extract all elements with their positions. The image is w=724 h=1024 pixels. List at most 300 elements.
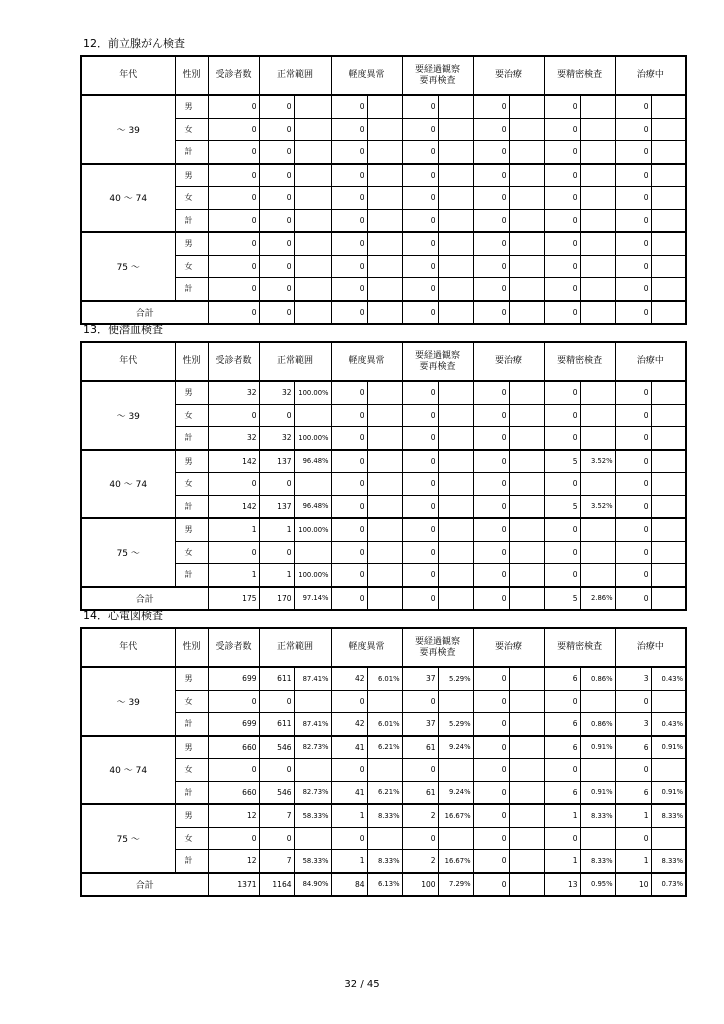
count-cell: 0 (208, 255, 259, 278)
percent-cell: 96.48% (294, 495, 331, 518)
count-cell: 13 (544, 873, 580, 897)
header-examinees: 受診者数 (208, 628, 259, 667)
header-examinees: 受診者数 (208, 342, 259, 381)
count-cell: 137 (259, 450, 294, 473)
count-cell: 699 (208, 667, 259, 690)
percent-cell: 6.13% (367, 873, 402, 897)
count-cell: 0 (402, 541, 438, 564)
count-cell: 6 (615, 781, 651, 804)
count-cell: 0 (473, 187, 509, 210)
percent-cell (367, 759, 402, 782)
count-cell: 0 (402, 450, 438, 473)
count-cell: 5 (544, 495, 580, 518)
count-cell: 0 (331, 541, 367, 564)
count-cell: 0 (331, 209, 367, 232)
count-cell: 0 (331, 232, 367, 255)
count-cell: 0 (473, 564, 509, 587)
total-label: 合計 (81, 587, 208, 611)
percent-cell: 0.86% (580, 713, 615, 736)
count-cell: 32 (259, 427, 294, 450)
percent-cell (438, 381, 473, 404)
count-cell: 1371 (208, 873, 259, 897)
header-age: 年代 (81, 56, 175, 95)
sex-label: 女 (175, 404, 208, 427)
percent-cell (509, 278, 544, 301)
percent-cell: 87.41% (294, 713, 331, 736)
count-cell: 0 (259, 255, 294, 278)
percent-cell (651, 587, 686, 611)
percent-cell: 9.24% (438, 736, 473, 759)
percent-cell (651, 301, 686, 325)
count-cell: 37 (402, 667, 438, 690)
count-cell: 0 (473, 381, 509, 404)
percent-cell (509, 95, 544, 118)
count-cell: 611 (259, 713, 294, 736)
sex-label: 計 (175, 713, 208, 736)
percent-cell (580, 278, 615, 301)
count-cell: 0 (544, 827, 580, 850)
percent-cell (438, 827, 473, 850)
count-cell: 0 (544, 95, 580, 118)
count-cell: 0 (208, 278, 259, 301)
section-title-12: 12．前立腺がん検査 (83, 37, 185, 50)
count-cell: 0 (615, 827, 651, 850)
count-cell: 0 (259, 141, 294, 164)
percent-cell: 100.00% (294, 564, 331, 587)
percent-cell (509, 873, 544, 897)
percent-cell (651, 209, 686, 232)
sex-label: 男 (175, 164, 208, 187)
percent-cell: 8.33% (367, 804, 402, 827)
percent-cell (438, 427, 473, 450)
count-cell: 0 (615, 587, 651, 611)
count-cell: 0 (208, 404, 259, 427)
percent-cell (294, 404, 331, 427)
percent-cell (580, 427, 615, 450)
count-cell: 0 (544, 278, 580, 301)
percent-cell (509, 473, 544, 496)
percent-cell (651, 255, 686, 278)
total-row (81, 301, 686, 325)
count-cell: 0 (615, 450, 651, 473)
header-followup (402, 56, 473, 95)
count-cell: 0 (473, 713, 509, 736)
percent-cell (438, 404, 473, 427)
percent-cell (367, 587, 402, 611)
count-cell: 12 (208, 850, 259, 873)
count-cell: 0 (402, 141, 438, 164)
count-cell: 0 (259, 95, 294, 118)
percent-cell (509, 232, 544, 255)
sex-label: 計 (175, 427, 208, 450)
percent-cell (367, 827, 402, 850)
count-cell: 0 (473, 518, 509, 541)
count-cell: 0 (473, 141, 509, 164)
count-cell: 0 (402, 404, 438, 427)
count-cell: 1 (544, 804, 580, 827)
count-cell: 142 (208, 450, 259, 473)
count-cell: 0 (331, 118, 367, 141)
percent-cell (294, 164, 331, 187)
percent-cell (294, 118, 331, 141)
percent-cell (294, 827, 331, 850)
percent-cell (509, 781, 544, 804)
count-cell: 0 (615, 381, 651, 404)
count-cell: 1 (544, 850, 580, 873)
sex-label: 女 (175, 118, 208, 141)
percent-cell (509, 690, 544, 713)
count-cell: 0 (259, 187, 294, 210)
table-row (81, 381, 686, 404)
count-cell: 0 (402, 827, 438, 850)
count-cell: 0 (615, 541, 651, 564)
percent-cell: 8.33% (651, 804, 686, 827)
count-cell: 0 (208, 209, 259, 232)
sex-label: 男 (175, 95, 208, 118)
percent-cell (294, 690, 331, 713)
percent-cell (509, 301, 544, 325)
percent-cell (509, 255, 544, 278)
count-cell: 0 (259, 301, 294, 325)
sex-label: 計 (175, 781, 208, 804)
percent-cell: 3.52% (580, 495, 615, 518)
percent-cell: 5.29% (438, 713, 473, 736)
count-cell: 0 (544, 564, 580, 587)
total-label: 合計 (81, 873, 208, 897)
header-sex: 性別 (175, 628, 208, 667)
percent-cell (438, 518, 473, 541)
percent-cell: 0.95% (580, 873, 615, 897)
count-cell: 0 (473, 690, 509, 713)
percent-cell: 58.33% (294, 804, 331, 827)
percent-cell (651, 495, 686, 518)
percent-cell: 100.00% (294, 381, 331, 404)
count-cell: 0 (259, 827, 294, 850)
count-cell: 0 (259, 473, 294, 496)
percent-cell (294, 541, 331, 564)
age-group-label: 75 ～ (81, 804, 175, 873)
count-cell: 5 (544, 450, 580, 473)
header-followup-line1: 要経過観察 (415, 64, 461, 75)
count-cell: 0 (473, 450, 509, 473)
percent-cell (438, 450, 473, 473)
percent-cell (509, 427, 544, 450)
count-cell: 0 (402, 187, 438, 210)
count-cell: 0 (259, 118, 294, 141)
count-cell: 0 (331, 141, 367, 164)
sex-label: 男 (175, 450, 208, 473)
count-cell: 0 (402, 255, 438, 278)
count-cell: 0 (402, 278, 438, 301)
header-normal: 正常範囲 (259, 342, 331, 381)
percent-cell (367, 495, 402, 518)
header-mild: 軽度異常 (331, 342, 402, 381)
percent-cell (580, 564, 615, 587)
percent-cell: 2.86% (580, 587, 615, 611)
percent-cell (580, 759, 615, 782)
page-current: 32 (344, 979, 358, 990)
count-cell: 0 (615, 209, 651, 232)
percent-cell (651, 141, 686, 164)
count-cell: 0 (615, 690, 651, 713)
count-cell: 0 (615, 404, 651, 427)
percent-cell: 8.33% (580, 804, 615, 827)
header-detailed: 要精密検査 (544, 628, 615, 667)
count-cell: 546 (259, 781, 294, 804)
count-cell: 0 (402, 301, 438, 325)
count-cell: 0 (402, 209, 438, 232)
percent-cell: 3.52% (580, 450, 615, 473)
percent-cell (438, 187, 473, 210)
count-cell: 0 (331, 404, 367, 427)
count-cell: 0 (331, 255, 367, 278)
percent-cell: 0.73% (651, 873, 686, 897)
count-cell: 0 (544, 404, 580, 427)
percent-cell (509, 587, 544, 611)
count-cell: 0 (473, 759, 509, 782)
percent-cell (509, 827, 544, 850)
header-under-treatment: 治療中 (615, 628, 686, 667)
count-cell: 0 (615, 427, 651, 450)
percent-cell (651, 690, 686, 713)
percent-cell (580, 301, 615, 325)
count-cell: 84 (331, 873, 367, 897)
percent-cell: 0.43% (651, 667, 686, 690)
percent-cell (509, 804, 544, 827)
count-cell: 0 (473, 164, 509, 187)
percent-cell (367, 232, 402, 255)
count-cell: 0 (615, 141, 651, 164)
table-row (81, 450, 686, 473)
count-cell: 0 (331, 495, 367, 518)
count-cell: 0 (544, 141, 580, 164)
percent-cell: 9.24% (438, 781, 473, 804)
percent-cell (294, 759, 331, 782)
count-cell: 0 (402, 427, 438, 450)
percent-cell (294, 301, 331, 325)
count-cell: 1 (208, 518, 259, 541)
sex-label: 計 (175, 278, 208, 301)
sex-label: 男 (175, 804, 208, 827)
percent-cell: 5.29% (438, 667, 473, 690)
count-cell: 0 (615, 118, 651, 141)
percent-cell: 100.00% (294, 518, 331, 541)
percent-cell (294, 141, 331, 164)
count-cell: 0 (473, 95, 509, 118)
percent-cell (509, 141, 544, 164)
count-cell: 61 (402, 736, 438, 759)
table-row (81, 164, 686, 187)
count-cell: 5 (544, 587, 580, 611)
count-cell: 0 (473, 209, 509, 232)
count-cell: 0 (331, 587, 367, 611)
sex-label: 男 (175, 232, 208, 255)
percent-cell (509, 404, 544, 427)
header-followup-line2: 要再検査 (419, 647, 456, 658)
section-title-14: 14．心電図検査 (83, 609, 163, 622)
percent-cell: 0.86% (580, 667, 615, 690)
count-cell: 0 (331, 427, 367, 450)
percent-cell (651, 473, 686, 496)
percent-cell (580, 541, 615, 564)
percent-cell: 8.33% (580, 850, 615, 873)
count-cell: 0 (208, 141, 259, 164)
count-cell: 41 (331, 736, 367, 759)
count-cell: 0 (544, 255, 580, 278)
header-normal: 正常範囲 (259, 56, 331, 95)
count-cell: 0 (259, 232, 294, 255)
header-detailed: 要精密検査 (544, 342, 615, 381)
count-cell: 0 (208, 164, 259, 187)
count-cell: 0 (208, 759, 259, 782)
percent-cell (651, 427, 686, 450)
count-cell: 0 (615, 518, 651, 541)
percent-cell (294, 255, 331, 278)
percent-cell (367, 164, 402, 187)
count-cell: 0 (615, 187, 651, 210)
percent-cell: 6.21% (367, 781, 402, 804)
percent-cell: 16.67% (438, 850, 473, 873)
sex-label: 女 (175, 827, 208, 850)
count-cell: 0 (402, 759, 438, 782)
count-cell: 0 (402, 564, 438, 587)
count-cell: 0 (473, 736, 509, 759)
count-cell: 699 (208, 713, 259, 736)
percent-cell (509, 118, 544, 141)
percent-cell (509, 164, 544, 187)
percent-cell (367, 209, 402, 232)
count-cell: 0 (544, 541, 580, 564)
percent-cell (367, 518, 402, 541)
total-row (81, 873, 686, 897)
percent-cell (509, 564, 544, 587)
header-sex: 性別 (175, 56, 208, 95)
count-cell: 1164 (259, 873, 294, 897)
percent-cell (580, 690, 615, 713)
percent-cell: 6.01% (367, 667, 402, 690)
count-cell: 37 (402, 713, 438, 736)
sex-label: 計 (175, 141, 208, 164)
percent-cell (438, 232, 473, 255)
percent-cell: 58.33% (294, 850, 331, 873)
percent-cell (438, 495, 473, 518)
count-cell: 0 (473, 804, 509, 827)
count-cell: 0 (208, 473, 259, 496)
count-cell: 0 (615, 95, 651, 118)
table-row (81, 667, 686, 690)
count-cell: 0 (331, 827, 367, 850)
percent-cell (509, 541, 544, 564)
sex-label: 女 (175, 690, 208, 713)
count-cell: 0 (615, 232, 651, 255)
percent-cell (580, 381, 615, 404)
section-title-13: 13．便潜血検査 (83, 323, 163, 336)
percent-cell (580, 232, 615, 255)
percent-cell (294, 209, 331, 232)
count-cell: 175 (208, 587, 259, 611)
header-under-treatment: 治療中 (615, 342, 686, 381)
count-cell: 0 (331, 473, 367, 496)
percent-cell (509, 850, 544, 873)
count-cell: 0 (544, 690, 580, 713)
count-cell: 0 (331, 690, 367, 713)
count-cell: 0 (331, 381, 367, 404)
count-cell: 0 (259, 759, 294, 782)
count-cell: 0 (402, 587, 438, 611)
count-cell: 0 (615, 495, 651, 518)
percent-cell: 0.91% (580, 781, 615, 804)
percent-cell (438, 587, 473, 611)
header-followup (402, 342, 473, 381)
sex-label: 計 (175, 495, 208, 518)
count-cell: 660 (208, 781, 259, 804)
percent-cell (651, 232, 686, 255)
percent-cell: 0.91% (580, 736, 615, 759)
page-total: 45 (366, 979, 380, 990)
header-treatment: 要治療 (473, 628, 544, 667)
count-cell: 0 (615, 301, 651, 325)
percent-cell (509, 209, 544, 232)
count-cell: 0 (544, 187, 580, 210)
count-cell: 0 (544, 301, 580, 325)
count-cell: 0 (331, 759, 367, 782)
percent-cell (294, 187, 331, 210)
count-cell: 32 (259, 381, 294, 404)
percent-cell (509, 450, 544, 473)
header-followup-line2: 要再検査 (419, 75, 456, 86)
count-cell: 0 (208, 827, 259, 850)
percent-cell (580, 164, 615, 187)
count-cell: 41 (331, 781, 367, 804)
count-cell: 0 (208, 187, 259, 210)
count-cell: 0 (473, 541, 509, 564)
percent-cell (580, 473, 615, 496)
age-group-label: 75 ～ (81, 518, 175, 587)
count-cell: 0 (473, 404, 509, 427)
percent-cell: 16.67% (438, 804, 473, 827)
count-cell: 0 (473, 427, 509, 450)
count-cell: 1 (615, 804, 651, 827)
percent-cell: 0.91% (651, 736, 686, 759)
header-followup-line1: 要経過観察 (415, 636, 461, 647)
header-treatment: 要治療 (473, 56, 544, 95)
age-group-label: 75 ～ (81, 232, 175, 301)
percent-cell (509, 759, 544, 782)
age-group-label: ～ 39 (81, 667, 175, 736)
percent-cell (651, 518, 686, 541)
count-cell: 0 (402, 690, 438, 713)
count-cell: 0 (544, 381, 580, 404)
percent-cell (367, 141, 402, 164)
count-cell: 0 (402, 95, 438, 118)
percent-cell (438, 141, 473, 164)
percent-cell: 6.01% (367, 713, 402, 736)
percent-cell (651, 187, 686, 210)
count-cell: 0 (615, 255, 651, 278)
count-cell: 0 (402, 518, 438, 541)
percent-cell (367, 473, 402, 496)
table-row (81, 804, 686, 827)
percent-cell (438, 278, 473, 301)
header-age: 年代 (81, 342, 175, 381)
count-cell: 0 (259, 278, 294, 301)
percent-cell (580, 255, 615, 278)
count-cell: 61 (402, 781, 438, 804)
count-cell: 0 (473, 667, 509, 690)
total-label: 合計 (81, 301, 208, 325)
sex-label: 男 (175, 736, 208, 759)
header-treatment: 要治療 (473, 342, 544, 381)
